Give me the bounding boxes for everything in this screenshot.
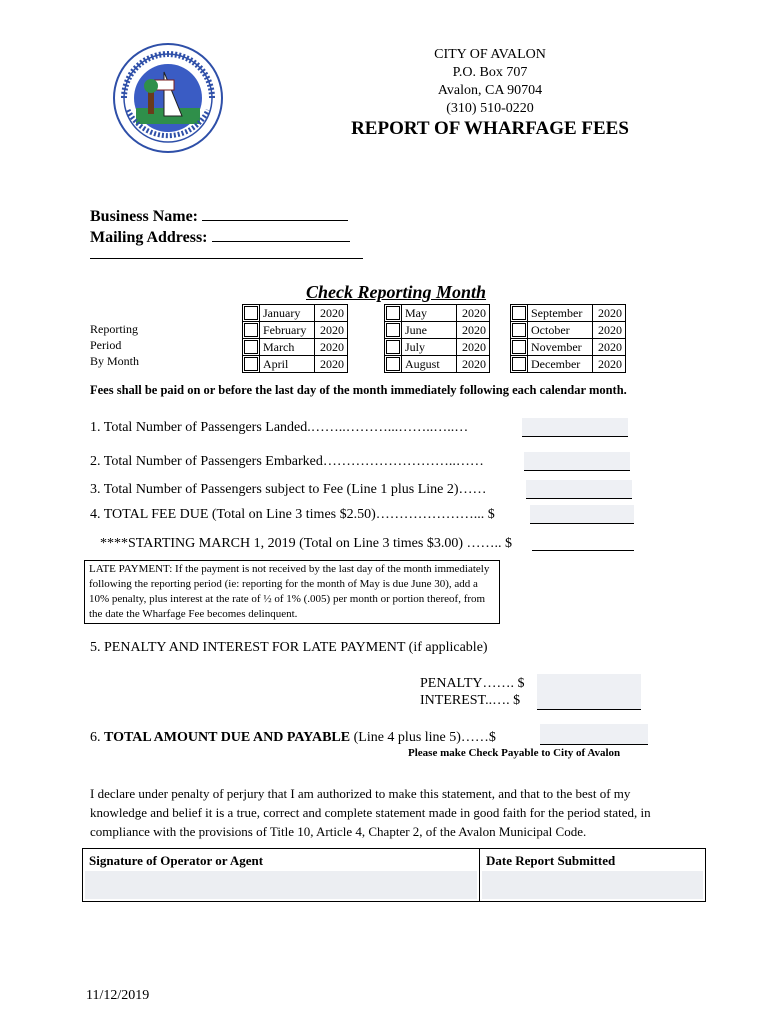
signature-cell xyxy=(83,849,480,901)
month-checkbox-december[interactable] xyxy=(512,357,526,371)
month-checkbox-january[interactable] xyxy=(244,306,258,320)
month-year: 2020 xyxy=(593,356,626,373)
penalty-label: PENALTY……. $ xyxy=(420,676,525,691)
month-checkbox-april[interactable] xyxy=(244,357,258,371)
month-label: January xyxy=(260,305,315,322)
line-4b-label: ****STARTING MARCH 1, 2019 (Total on Line 3 times $3.00) …….. $ xyxy=(100,536,512,551)
header-po-box: P.O. Box 707 xyxy=(452,65,528,80)
month-checkbox-june[interactable] xyxy=(386,323,400,337)
line-4-label: 4. TOTAL FEE DUE (Total on Line 3 times $2.50)…………………... $ xyxy=(90,507,495,522)
date-submitted-field[interactable] xyxy=(482,871,703,899)
footer-date: 11/12/2019 xyxy=(86,988,150,1003)
month-year: 2020 xyxy=(593,322,626,339)
month-year: 2020 xyxy=(315,322,348,339)
month-year: 2020 xyxy=(315,356,348,373)
month-label: November xyxy=(528,339,593,356)
line-5-label: 5. PENALTY AND INTEREST FOR LATE PAYMENT (if applicable) xyxy=(90,640,488,655)
line-1-field[interactable] xyxy=(522,418,628,437)
month-label: October xyxy=(528,322,593,339)
line-1-row xyxy=(90,420,468,436)
signature-table xyxy=(82,848,706,902)
line-3-field[interactable] xyxy=(526,480,632,499)
mailing-address-field-line2[interactable] xyxy=(90,258,363,259)
date-submitted-label: Date Report Submitted xyxy=(486,853,616,868)
month-label: May xyxy=(402,305,457,322)
mailing-address-label: Mailing Address: xyxy=(90,229,208,246)
month-checkbox-february[interactable] xyxy=(244,323,258,337)
month-year: 2020 xyxy=(457,322,490,339)
month-year: 2020 xyxy=(315,339,348,356)
line-6-row xyxy=(90,730,496,746)
month-year: 2020 xyxy=(315,305,348,322)
month-label: March xyxy=(260,339,315,356)
month-year: 2020 xyxy=(457,356,490,373)
check-reporting-month-heading: Check Reporting Month xyxy=(306,282,487,302)
month-year: 2020 xyxy=(593,305,626,322)
business-name-label: Business Name: xyxy=(90,208,199,225)
line-2-field[interactable] xyxy=(524,452,630,471)
line-6-bold-label: TOTAL AMOUNT DUE AND PAYABLE xyxy=(104,730,351,745)
line-2-label: 2. Total Number of Passengers Embarked………………………..…… xyxy=(90,454,484,469)
page-title: REPORT OF WHARFAGE FEES xyxy=(351,118,629,139)
period-label: Period xyxy=(90,338,122,352)
month-label: August xyxy=(402,356,457,373)
month-checkbox-september[interactable] xyxy=(512,306,526,320)
mailing-address-row xyxy=(90,227,350,247)
month-column-3 xyxy=(510,304,626,373)
month-checkbox-may[interactable] xyxy=(386,306,400,320)
month-year: 2020 xyxy=(593,339,626,356)
month-checkbox-august[interactable] xyxy=(386,357,400,371)
signature-field[interactable] xyxy=(85,871,477,899)
reporting-label: Reporting xyxy=(90,322,138,336)
header-phone: (310) 510-0220 xyxy=(446,101,534,116)
month-label: September xyxy=(528,305,593,322)
fees-due-note: Fees shall be paid on or before the last day of the month immediately following each calendar month. xyxy=(90,383,627,397)
line-1-label: 1. Total Number of Passengers Landed.……..………...……..…..… xyxy=(90,420,469,435)
city-seal-logo xyxy=(112,42,224,154)
month-checkbox-october[interactable] xyxy=(512,323,526,337)
check-payable-note: Please make Check Payable to City of Avalon xyxy=(408,747,621,759)
interest-label: INTEREST..…. $ xyxy=(420,693,521,708)
signature-label: Signature of Operator or Agent xyxy=(89,853,264,868)
month-column-1 xyxy=(242,304,348,373)
line-6-field[interactable] xyxy=(540,724,648,745)
month-checkbox-november[interactable] xyxy=(512,340,526,354)
month-label: June xyxy=(402,322,457,339)
line-6-suffix: (Line 4 plus line 5)……$ xyxy=(350,730,496,745)
month-label: July xyxy=(402,339,457,356)
month-column-2 xyxy=(384,304,490,373)
month-checkbox-july[interactable] xyxy=(386,340,400,354)
month-year: 2020 xyxy=(457,339,490,356)
month-checkbox-march[interactable] xyxy=(244,340,258,354)
month-label: April xyxy=(260,356,315,373)
header-city: CITY OF AVALON xyxy=(434,47,546,62)
month-label: December xyxy=(528,356,593,373)
by-month-label: By Month xyxy=(90,354,140,368)
line-3-label: 3. Total Number of Passengers subject to Fee (Line 1 plus Line 2)…… xyxy=(90,482,487,497)
line-6-prefix: 6. xyxy=(90,730,104,745)
late-payment-notice: LATE PAYMENT: If the payment is not received by the last day of the month immediately following the reporting period (ie: reporting for the month of May is due June 30), add a 10% penalty, plus interest at the rate of ½ of 1% (.005) per month or portion thereof, from the date the Wharfage Fee becomes delinquent. xyxy=(84,560,500,624)
mailing-address-field[interactable] xyxy=(212,227,350,242)
declaration-text: I declare under penalty of perjury that I am authorized to make this statement, and that to the best of my knowledge and belief it is a true, correct and complete statement made in good faith for the period stated, in compliance with the provisions of Title 10, Article 4, Chapter 2, of the Avalon Municipal Code. xyxy=(90,786,651,839)
business-name-field[interactable] xyxy=(202,206,348,221)
line-4b-field[interactable] xyxy=(532,534,634,551)
header-city-state-zip: Avalon, CA 90704 xyxy=(437,83,543,98)
month-label: February xyxy=(260,322,315,339)
business-name-row xyxy=(90,206,348,226)
interest-field[interactable] xyxy=(537,691,641,710)
date-submitted-cell xyxy=(480,849,705,901)
line-4-field[interactable] xyxy=(530,505,634,524)
month-year: 2020 xyxy=(457,305,490,322)
